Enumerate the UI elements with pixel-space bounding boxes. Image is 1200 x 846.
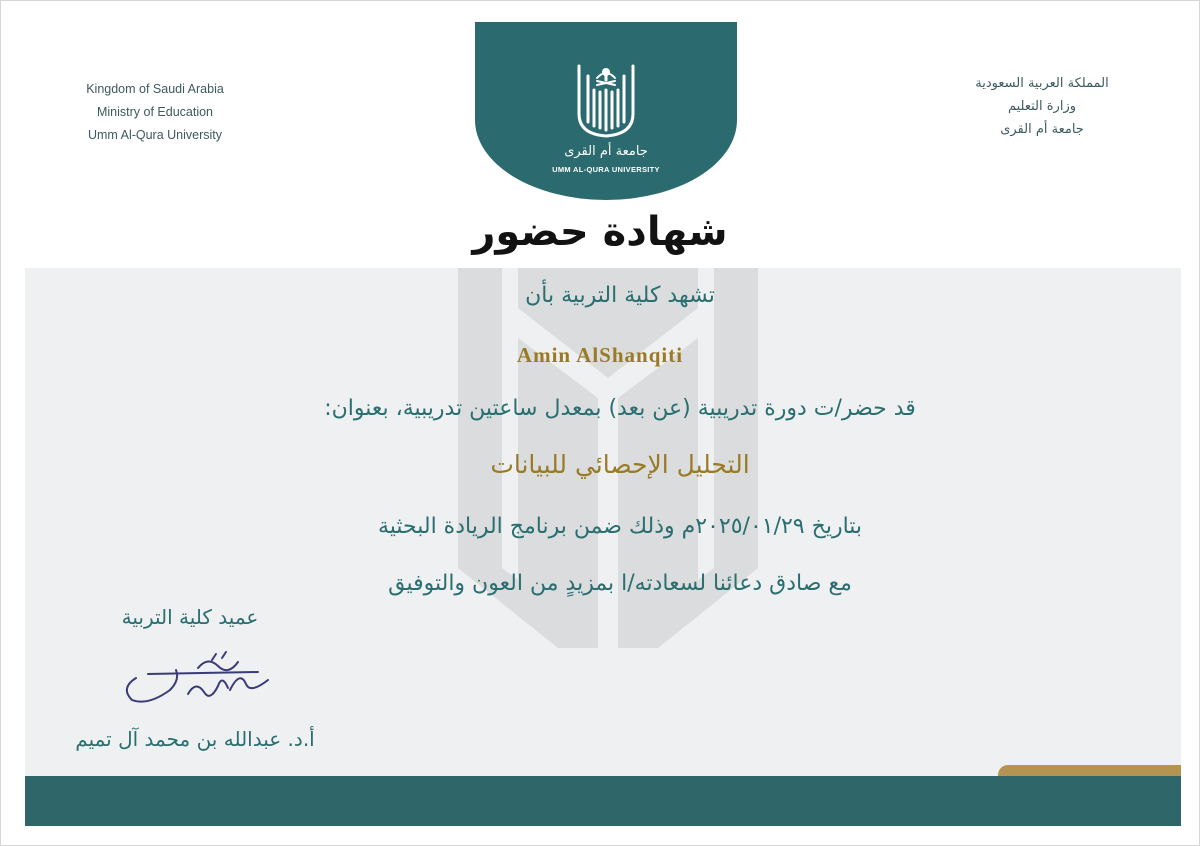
header-arabic: [942, 72, 1142, 141]
attendance-line: قد حضر/ت دورة تدريبية (عن بعد) بمعدل ساعتين تدريبية، بعنوان:: [324, 396, 916, 421]
header-ar-line-3: جامعة أم القرى: [1000, 122, 1084, 137]
university-emblem-icon: [475, 22, 737, 142]
closing-line: مع صادق دعائنا لسعادته/ا بمزيدٍ من العون والتوفيق: [388, 571, 852, 596]
university-logo-panel: [475, 22, 737, 200]
header-ar-line-2: وزارة التعليم: [1007, 99, 1077, 114]
header-en-line-2: Ministry of Education: [96, 105, 214, 119]
intro-line: تشهد كلية التربية بأن: [525, 283, 715, 308]
logo-arabic-name: جامعة أم القرى: [564, 144, 648, 159]
signature-icon: [118, 650, 278, 708]
certificate-title: شهادة حضور: [472, 209, 728, 255]
gold-accent-bar: [998, 765, 1181, 776]
dean-name: أ.د. عبدالله بن محمد آل تميم: [75, 727, 315, 751]
header-ar-line-1: المملكة العربية السعودية: [975, 76, 1109, 91]
dean-title: عميد كلية التربية: [121, 605, 259, 629]
header-en-line-1: Kingdom of Saudi Arabia: [86, 82, 224, 96]
date-line: بتاريخ ٢٠٢٥/٠١/٢٩م وذلك ضمن برنامج الريادة البحثية: [377, 514, 863, 539]
footer-bar: [25, 776, 1181, 826]
header-en-line-3: Umm Al-Qura University: [87, 128, 223, 142]
course-title: التحليل الإحصائي للبيانات: [490, 450, 750, 479]
header-english: [60, 78, 250, 147]
logo-english-name: UMM AL-QURA UNIVERSITY: [552, 165, 660, 174]
recipient-name: Amin AlShanqiti: [516, 343, 684, 367]
